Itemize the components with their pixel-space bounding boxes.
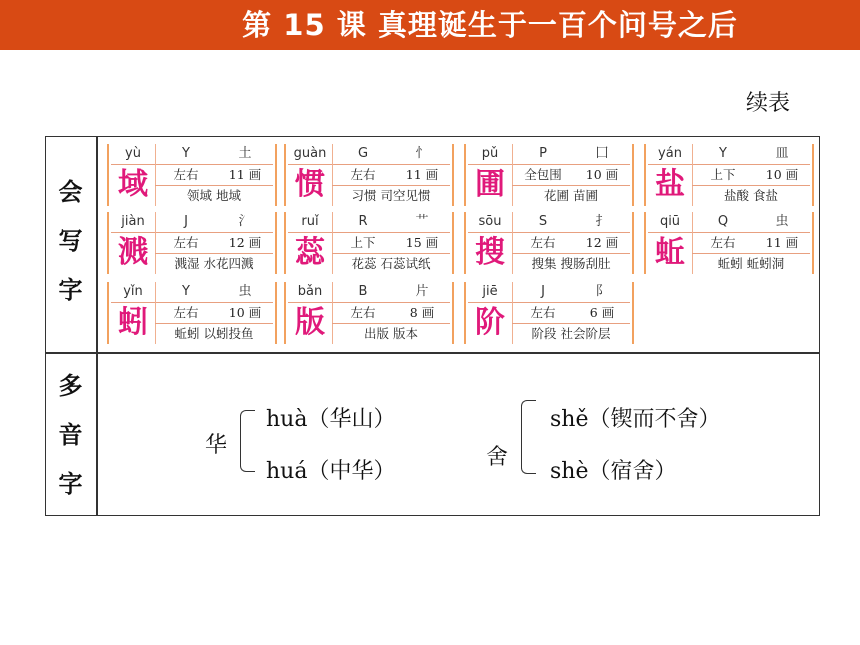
index-letter: Y	[719, 146, 727, 161]
card-edge	[464, 212, 466, 274]
character-card	[111, 208, 273, 274]
index-letter: Y	[182, 146, 190, 161]
stroke-count: 12 画	[585, 235, 619, 250]
index-letter: Q	[717, 214, 729, 229]
lesson-title: 第 15 课 真理诞生于一百个问号之后	[242, 8, 738, 42]
structure: 上下	[350, 235, 376, 250]
card-pinyin-row	[111, 212, 273, 233]
card-edge	[452, 212, 454, 274]
card-edge	[812, 144, 814, 206]
pinyin: yù	[125, 146, 141, 161]
character-card	[111, 278, 273, 344]
card-edge	[632, 282, 634, 344]
continued-label: 续表	[746, 91, 791, 116]
example-words: 蚯蚓 蚯蚓洞	[717, 256, 785, 271]
pinyin: yán	[658, 146, 682, 161]
example-words: 习惯 司空见惯	[351, 188, 431, 203]
radical: 皿	[775, 146, 789, 161]
row-label-write	[45, 168, 96, 315]
row-label-poly	[45, 362, 96, 509]
example-words: 花蕊 石蕊试纸	[351, 256, 431, 271]
pinyin: jiàn	[121, 214, 145, 229]
card-structure-row	[692, 232, 810, 254]
example-words: 花圃 苗圃	[544, 188, 598, 203]
card-pinyin-row	[288, 144, 450, 165]
card-pinyin-row	[648, 212, 810, 233]
table-column-divider	[96, 136, 98, 516]
card-edge	[464, 144, 466, 206]
polyphone-reading: shè（宿舍）	[550, 459, 677, 484]
card-edge	[644, 144, 646, 206]
card-structure-row	[512, 232, 630, 254]
card-edge	[452, 282, 454, 344]
polyphone-reading: huá（中华）	[266, 459, 396, 484]
radical: 片	[415, 284, 429, 299]
radical: 扌	[595, 214, 609, 229]
index-letter: J	[541, 284, 545, 299]
index-letter: J	[184, 214, 188, 229]
index-letter: S	[538, 214, 548, 229]
card-structure-row	[692, 164, 810, 186]
stroke-count: 12 画	[228, 235, 262, 250]
card-edge	[812, 212, 814, 274]
stroke-count: 10 画	[585, 167, 619, 182]
character: 圃	[475, 167, 505, 202]
pinyin: sōu	[478, 214, 502, 229]
example-words: 阶段 社会阶层	[531, 326, 611, 341]
pinyin: guàn	[293, 146, 327, 161]
character-card	[468, 140, 630, 206]
card-edge	[107, 282, 109, 344]
example-words: 出版 版本	[364, 326, 418, 341]
character: 版	[295, 305, 325, 340]
card-structure-row	[155, 164, 273, 186]
structure: 左右	[350, 305, 376, 320]
example-words: 领域 地域	[187, 188, 241, 203]
character-card	[468, 278, 630, 344]
card-pinyin-row	[111, 282, 273, 303]
character: 搜	[475, 235, 505, 270]
structure: 全包围	[524, 167, 562, 182]
stroke-count: 11 画	[405, 167, 439, 182]
card-pinyin-row	[468, 282, 630, 303]
card-edge	[452, 144, 454, 206]
character-card	[288, 208, 450, 274]
index-letter: B	[358, 284, 368, 299]
card-structure-row	[332, 232, 450, 254]
structure: 左右	[173, 167, 199, 182]
polyphone-char: 华	[205, 433, 228, 458]
pinyin: jiē	[482, 284, 498, 299]
card-edge	[275, 282, 277, 344]
card-pinyin-row	[288, 282, 450, 303]
stroke-count: 11 画	[228, 167, 262, 182]
card-edge	[107, 212, 109, 274]
card-structure-row	[332, 164, 450, 186]
card-pinyin-row	[111, 144, 273, 165]
stroke-count: 10 画	[765, 167, 799, 182]
pinyin: yǐn	[123, 284, 143, 299]
card-pinyin-row	[468, 144, 630, 165]
radical: 忄	[415, 146, 429, 161]
index-letter: Y	[182, 284, 190, 299]
row-label-char: 字	[58, 470, 83, 498]
brace-icon	[240, 410, 255, 472]
row-label-char: 会	[58, 178, 83, 206]
example-words: 搜集 搜肠刮肚	[531, 256, 611, 271]
table-row-divider	[45, 352, 820, 354]
character: 蚯	[655, 235, 685, 270]
stroke-count: 11 画	[765, 235, 799, 250]
structure: 左右	[173, 305, 199, 320]
character-card	[648, 140, 810, 206]
card-edge	[284, 282, 286, 344]
card-pinyin-row	[288, 212, 450, 233]
example-words: 蚯蚓 以蚓投鱼	[174, 326, 254, 341]
pinyin: qiū	[659, 214, 681, 229]
character: 蕊	[295, 235, 325, 270]
pinyin: ruǐ	[301, 214, 319, 229]
card-structure-row	[155, 302, 273, 324]
stroke-count: 6 画	[589, 305, 615, 320]
card-edge	[275, 144, 277, 206]
card-structure-row	[512, 164, 630, 186]
character-card	[648, 208, 810, 274]
character: 盐	[655, 167, 685, 202]
polyphone-char: 舍	[486, 445, 509, 470]
polyphone-reading: huà（华山）	[266, 407, 396, 432]
card-edge	[107, 144, 109, 206]
radical: 阝	[595, 284, 609, 299]
row-label-char: 多	[58, 372, 83, 400]
structure: 左右	[710, 235, 736, 250]
example-words: 溅湿 水花四溅	[174, 256, 254, 271]
card-pinyin-row	[468, 212, 630, 233]
row-label-char: 字	[58, 276, 83, 304]
card-edge	[632, 144, 634, 206]
card-structure-row	[332, 302, 450, 324]
character-card	[468, 208, 630, 274]
card-structure-row	[155, 232, 273, 254]
card-pinyin-row	[648, 144, 810, 165]
character-card	[288, 278, 450, 344]
card-edge	[464, 282, 466, 344]
card-edge	[644, 212, 646, 274]
character: 惯	[295, 167, 325, 202]
card-structure-row	[512, 302, 630, 324]
character-card	[288, 140, 450, 206]
card-edge	[284, 144, 286, 206]
character: 域	[118, 167, 148, 202]
pinyin: bǎn	[297, 284, 323, 299]
brace-icon	[521, 400, 536, 474]
card-edge	[284, 212, 286, 274]
radical: 氵	[238, 214, 252, 229]
character: 阶	[475, 305, 505, 340]
stroke-count: 8 画	[409, 305, 435, 320]
stroke-count: 15 画	[405, 235, 439, 250]
polyphone-reading: shě（锲而不舍）	[550, 407, 721, 432]
example-words: 盐酸 食盐	[724, 188, 778, 203]
radical: 囗	[595, 146, 609, 161]
structure: 左右	[530, 235, 556, 250]
radical: 虫	[238, 284, 252, 299]
structure: 左右	[173, 235, 199, 250]
character: 蚓	[118, 305, 148, 340]
index-letter: G	[357, 146, 369, 161]
radical: 虫	[775, 214, 789, 229]
radical: 艹	[415, 214, 429, 229]
card-edge	[275, 212, 277, 274]
row-label-char: 音	[58, 421, 83, 449]
row-label-char: 写	[58, 227, 83, 255]
index-letter: R	[358, 214, 368, 229]
stroke-count: 10 画	[228, 305, 262, 320]
pinyin: pǔ	[481, 146, 499, 161]
structure: 左右	[350, 167, 376, 182]
structure: 上下	[710, 167, 736, 182]
radical: 土	[238, 146, 252, 161]
card-edge	[632, 212, 634, 274]
structure: 左右	[530, 305, 556, 320]
index-letter: P	[539, 146, 547, 161]
character-card	[111, 140, 273, 206]
character: 溅	[118, 235, 148, 270]
